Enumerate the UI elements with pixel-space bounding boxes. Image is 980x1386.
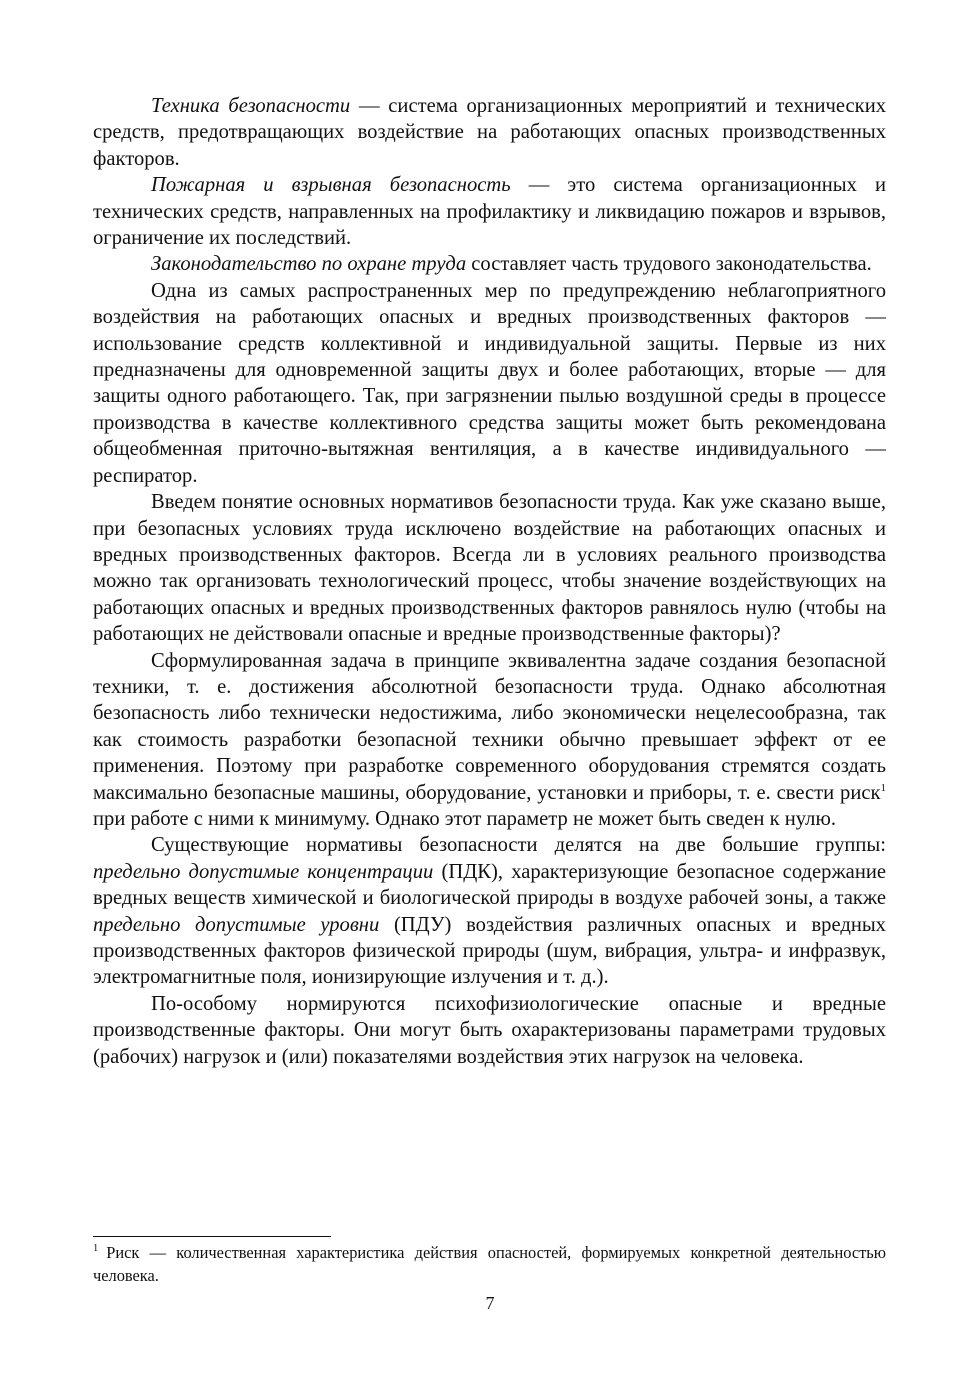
paragraph-text: — это система организационных и технических средств, направленных на профилактику и ликвидацию пожаров и взрывов, ограничение их последствий. — [93, 174, 886, 250]
paragraph-absolute-safety — [93, 648, 886, 833]
paragraph-safety-norms: Введем понятие основных нормативов безопасности труда. Как уже сказано выше, при безопасных условиях труда исключено воздействие на работающих опасных и вредных производственных факторов. Всегда ли в условиях реального производства можно так организовать технологический процесс, чтобы значение воздействующих на работающих опасных и вредных производственных факторов равнялось нулю (чтобы на работающих не действовали опасные и вредные производственные факторы)? — [93, 491, 886, 646]
footnote — [93, 1241, 886, 1287]
paragraph-norm-groups — [93, 832, 886, 990]
footnote-mark: 1 — [93, 1243, 99, 1254]
term-safety-technique: Техника безопасности — [151, 95, 351, 117]
paragraph-text: при работе с ними к минимуму. Однако этот параметр не может быть сведен к нулю. — [93, 807, 836, 830]
paragraph-text: составляет часть трудового законодательства. — [466, 253, 872, 276]
paragraph-text: (ПДК), характеризующие безопасное содержание вредных веществ химической и биологической природы в воздухе рабочей зоны, а также — [93, 860, 886, 910]
term-fire-safety: Пожарная и взрывная безопасность — [151, 174, 511, 197]
paragraph-text: Существующие нормативы безопасности делятся на две большие группы: — [151, 834, 886, 857]
term-mpl: предельно допустимые уровни — [93, 913, 380, 936]
paragraph-safety-technique — [93, 93, 886, 172]
term-legislation: Законодательство по охране труда — [151, 253, 467, 276]
paragraph-fire-safety — [93, 172, 886, 251]
paragraph-protection-means: Одна из самых распространенных мер по предупреждению неблагоприятного воздействия на работающих опасных и вредных производственных факторов — использование средств коллективной и индивидуальной защиты. Первые из них предназначены для одновременной защиты двух и более работающих, вторые — для защиты одного работающего. Так, при загрязнении пылью воздушной среды в процессе производства в качестве коллективного средства защиты может быть рекомендована общеобменная приточно-вытяжная вентиляция, а в качестве индивидуального — респиратор. — [93, 279, 886, 487]
footnote-divider — [93, 1236, 331, 1237]
page-number: 7 — [485, 1293, 495, 1313]
paragraph-text: Сформулированная задача в принципе эквивалентна задаче создания безопасной техники, т. е. достижения абсолютной безопасности труда. Однако абсолютная безопасность либо технически недостижима, либо экономически нецелесообразна, так как стоимость разработки безопасной техники обычно превышает эффект от ее применения. Поэтому при разработке современного оборудования стремятся создать максимально безопасные машины, оборудование, установки и приборы, т. е. свести риск — [93, 649, 886, 804]
paragraph-legislation — [93, 251, 886, 277]
footnote-text: Риск — количественная характеристика действия опасностей, формируемых конкретной деятельностью человека. — [93, 1243, 886, 1285]
paragraph-text: — система организационных мероприятий и технических средств, предотвращающих воздействие на работающих опасных производственных факторов. — [93, 95, 887, 170]
paragraph-text: (ПДУ) воздействия различных опасных и вредных производственных факторов физической природы (шум, вибрация, ультра- и инфразвук, электромагнитные поля, ионизирующие излучения и т. д.). — [93, 913, 886, 989]
term-mac: предельно допустимые концентрации — [93, 860, 434, 883]
page-body — [93, 93, 886, 1070]
footnote-reference: 1 — [880, 781, 886, 794]
paragraph-psychophysiological: По-особому нормируются психофизиологические опасные и вредные производственные факторы. Они могут быть охарактеризованы параметрами трудовых (рабочих) нагрузок и (или) показателями воздействия этих нагрузок на человека. — [93, 992, 886, 1068]
